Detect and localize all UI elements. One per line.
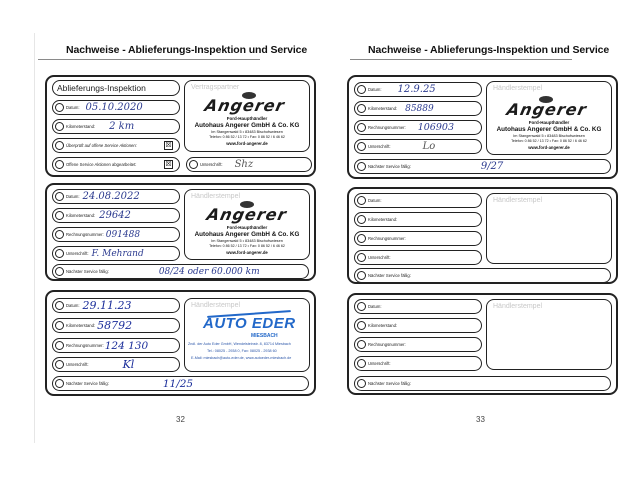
invoice-number-field[interactable] <box>52 338 180 353</box>
radio-icon[interactable] <box>55 103 64 112</box>
auto-eder-location: MIESBACH <box>251 333 278 339</box>
date-label: Datum: <box>66 105 80 110</box>
auto-eder-logo: AUTO EDER <box>203 315 296 332</box>
mileage-label: Kilometerstand: <box>66 124 96 129</box>
next-service-label: Nächster Service fällig: <box>66 269 109 274</box>
radio-icon[interactable] <box>55 341 64 350</box>
invoice-number-label: Rechnungsnummer: <box>368 125 406 130</box>
dealer-address: Zndl. der Auto Eder GmbH, Wendelsteinstr. 8, 83714 Miesbach <box>188 342 291 346</box>
invoice-number-label: Rechnungsnummer: <box>368 342 406 347</box>
angerer-logo: Angerer <box>202 96 287 115</box>
service-record-card-empty <box>347 187 618 284</box>
radio-icon[interactable] <box>55 267 64 276</box>
date-field[interactable] <box>52 298 180 313</box>
next-service-value: 08/24 oder 60.000 km <box>158 266 260 277</box>
mileage-label: Kilometerstand: <box>368 217 398 222</box>
title-divider <box>350 59 572 60</box>
signature-label: Unterschrift: <box>66 362 89 367</box>
invoice-number-label: Rechnungsnummer: <box>66 232 104 237</box>
section-heading <box>52 80 180 96</box>
signature-field[interactable] <box>354 139 482 154</box>
dealer-phone: Telefon: 0 86 52 / 13 72 • Fax: 0 86 52 / 6 46 62 <box>209 135 285 139</box>
date-label: Datum: <box>66 194 80 199</box>
radio-icon[interactable] <box>55 249 64 258</box>
mileage-field[interactable] <box>52 208 180 223</box>
mileage-field[interactable] <box>354 212 482 227</box>
stamp-placeholder: Vertragspartner <box>191 84 240 91</box>
radio-icon[interactable] <box>357 104 366 113</box>
signature-label: Unterschrift: <box>368 361 391 366</box>
service-record-card <box>45 290 316 396</box>
radio-icon[interactable] <box>55 321 64 330</box>
date-field[interactable] <box>354 299 482 314</box>
dealer-company: Autohaus Angerer GmbH & Co. KG <box>194 122 300 129</box>
mileage-field[interactable] <box>354 101 482 116</box>
signature-label: Unterschrift: <box>200 162 223 167</box>
page-title: Nachweise - Ablieferungs-Inspektion und Service <box>368 44 610 56</box>
signature-value: Kl <box>122 358 135 371</box>
dealer-phone: Telefon: 0 86 52 / 13 72 • Fax: 0 86 52 / 6 46 62 <box>209 244 285 248</box>
invoice-number-label: Rechnungsnummer: <box>66 343 104 348</box>
radio-icon[interactable] <box>357 379 366 388</box>
radio-icon[interactable] <box>357 321 366 330</box>
signature-value: Shz <box>234 159 254 170</box>
radio-icon[interactable] <box>357 340 366 349</box>
mileage-label: Kilometerstand: <box>368 323 398 328</box>
next-service-field[interactable] <box>354 376 611 391</box>
stamp-placeholder: Händlerstempel <box>191 302 241 309</box>
dealer-website: www.ford-angerer.de <box>528 145 570 150</box>
date-value: 05.10.2020 <box>85 102 143 113</box>
checkbox-checked-icon[interactable]: ☒ <box>165 161 172 168</box>
radio-icon[interactable] <box>357 302 366 311</box>
mileage-value: 58792 <box>97 319 133 332</box>
title-divider <box>38 59 260 60</box>
next-service-field[interactable] <box>354 268 611 283</box>
dealer-stamp-box <box>184 189 310 260</box>
next-service-field[interactable] <box>52 264 309 279</box>
dealer-stamp-box <box>486 193 612 264</box>
dealer-stamp-box <box>184 80 310 152</box>
delivery-inspection-card <box>45 75 316 177</box>
radio-icon[interactable] <box>357 234 366 243</box>
dealer-email: E-Mail: miesbach@auto-eder.de, www.autoeder-miesbach.de <box>191 356 292 360</box>
service-record-card <box>347 75 618 179</box>
mileage-value: 2 km <box>109 121 135 132</box>
date-label: Datum: <box>368 87 382 92</box>
radio-icon[interactable] <box>189 160 198 169</box>
mileage-label: Kilometerstand: <box>66 213 96 218</box>
signature-label: Unterschrift: <box>66 251 89 256</box>
signature-field[interactable] <box>52 246 180 261</box>
radio-icon[interactable] <box>55 301 64 310</box>
invoice-number-value: 124 130 <box>104 339 149 352</box>
right-page <box>320 0 640 480</box>
dealer-company: Autohaus Angerer GmbH & Co. KG <box>194 231 300 238</box>
mileage-field[interactable] <box>52 119 180 134</box>
next-service-label: Nächster Service fällig: <box>368 164 411 169</box>
radio-icon[interactable] <box>357 196 366 205</box>
signature-value: Lo <box>422 141 436 152</box>
checkbox-checked-icon[interactable]: ☒ <box>165 142 172 149</box>
dealer-address: Im Stangenwald 5 • 83483 Bischofswiesen <box>211 130 283 134</box>
radio-icon[interactable] <box>357 359 366 368</box>
date-label: Datum: <box>66 303 80 308</box>
service-record-card-empty <box>347 293 618 395</box>
dealer-website: www.ford-angerer.de <box>226 250 268 255</box>
signature-field[interactable] <box>354 250 482 265</box>
radio-icon[interactable] <box>55 211 64 220</box>
radio-icon[interactable] <box>357 215 366 224</box>
mileage-field[interactable] <box>52 318 180 333</box>
next-service-label: Nächster Service fällig: <box>66 381 109 386</box>
radio-icon[interactable] <box>55 230 64 239</box>
page-title: Nachweise - Ablieferungs-Inspektion und Service <box>66 44 308 56</box>
next-service-value: 9/27 <box>480 161 504 172</box>
mileage-value: 29642 <box>99 210 131 221</box>
service-record-card <box>45 183 316 281</box>
signature-value: F. Mehrand <box>91 248 144 259</box>
next-service-field[interactable] <box>52 376 309 391</box>
date-field[interactable] <box>52 100 180 115</box>
stamp-placeholder: Händlerstempel <box>493 303 543 310</box>
service-actions-checked-label: Überprüft auf offene Service Aktionen: <box>66 143 137 148</box>
dealer-stamp-box <box>486 81 612 155</box>
date-label: Datum: <box>368 198 382 203</box>
radio-icon[interactable] <box>55 141 64 150</box>
date-field[interactable] <box>52 189 180 204</box>
radio-icon[interactable] <box>55 192 64 201</box>
invoice-number-field[interactable] <box>354 231 482 246</box>
stamp-placeholder: Händlerstempel <box>493 197 543 204</box>
angerer-logo: Angerer <box>204 205 289 224</box>
stamp-placeholder: Händlerstempel <box>493 85 543 92</box>
dealer-address: Im Stangenwald 5 • 83483 Bischofswiesen <box>211 239 283 243</box>
dealer-stamp-box <box>184 298 310 372</box>
next-service-label: Nächster Service fällig: <box>368 273 411 278</box>
radio-icon[interactable] <box>357 162 366 171</box>
signature-field[interactable] <box>186 157 312 172</box>
date-label: Datum: <box>368 304 382 309</box>
signature-field[interactable] <box>52 357 180 372</box>
next-service-label: Nächster Service fällig: <box>368 381 411 386</box>
signature-label: Unterschrift: <box>368 144 391 149</box>
dealer-type: Ford-Haupthändler <box>528 120 570 125</box>
page-number: 33 <box>476 415 485 424</box>
radio-icon[interactable] <box>357 253 366 262</box>
page-number: 32 <box>176 415 185 424</box>
invoice-number-field[interactable] <box>52 227 180 242</box>
service-actions-done-label: Offene Service Aktionen abgearbeitet: <box>66 162 137 167</box>
radio-icon[interactable] <box>55 379 64 388</box>
service-actions-checked-field[interactable] <box>52 138 180 153</box>
radio-icon[interactable] <box>357 123 366 132</box>
invoice-number-label: Rechnungsnummer: <box>368 236 406 241</box>
radio-icon[interactable] <box>55 160 64 169</box>
date-value: 24.08.2022 <box>82 191 140 202</box>
radio-icon[interactable] <box>357 142 366 151</box>
mileage-label: Kilometerstand: <box>66 323 96 328</box>
dealer-type: Ford-Haupthändler <box>226 225 268 230</box>
stamp-placeholder: Händlerstempel <box>191 193 241 200</box>
dealer-address: Im Stangenwald 5 • 83483 Bischofswiesen <box>513 134 585 138</box>
radio-icon[interactable] <box>357 85 366 94</box>
invoice-number-field[interactable] <box>354 120 482 135</box>
dealer-type: Ford-Haupthändler <box>226 116 268 121</box>
mileage-field[interactable] <box>354 318 482 333</box>
signature-field[interactable] <box>354 356 482 371</box>
date-value: 29.11.23 <box>82 299 132 312</box>
radio-icon[interactable] <box>55 360 64 369</box>
dealer-phone: Tel.: 08025 - 2938 0, Fax: 08025 - 2938 60 <box>207 349 277 353</box>
invoice-number-field[interactable] <box>354 337 482 352</box>
signature-label: Unterschrift: <box>368 255 391 260</box>
dealer-website: www.ford-angerer.de <box>226 141 268 146</box>
service-actions-done-field[interactable] <box>52 157 180 172</box>
dealer-stamp-box <box>486 299 612 370</box>
mileage-label: Kilometerstand: <box>368 106 398 111</box>
page-binding-edge <box>34 33 35 443</box>
date-value: 12.9.25 <box>397 84 436 95</box>
dealer-company: Autohaus Angerer GmbH & Co. KG <box>496 126 602 133</box>
invoice-number-value: 106903 <box>417 122 454 133</box>
heading-text: Ablieferungs-Inspektion <box>57 83 146 93</box>
invoice-number-value: 091488 <box>105 229 141 240</box>
date-field[interactable] <box>354 193 482 208</box>
date-field[interactable] <box>354 82 482 97</box>
mileage-value: 85889 <box>405 103 434 114</box>
dealer-phone: Telefon: 0 86 52 / 13 72 • Fax: 0 86 52 / 6 46 62 <box>511 139 587 143</box>
angerer-logo: Angerer <box>504 100 589 119</box>
radio-icon[interactable] <box>357 271 366 280</box>
next-service-field[interactable] <box>354 159 611 174</box>
radio-icon[interactable] <box>55 122 64 131</box>
next-service-value: 11/25 <box>162 377 194 390</box>
